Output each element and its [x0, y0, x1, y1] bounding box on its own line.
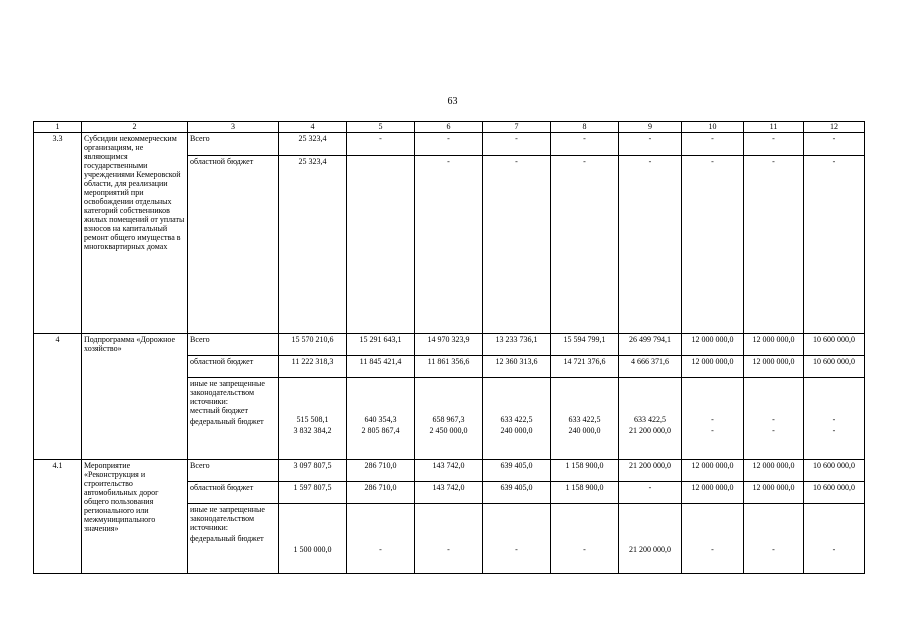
value-cell: 4 666 371,6 [619, 356, 682, 378]
header-row [34, 122, 865, 133]
value-cell: 143 742,0 [415, 482, 483, 504]
source-label: федеральный бюджет [190, 534, 264, 543]
column-header: 12 [804, 122, 865, 133]
column-header: 11 [744, 122, 804, 133]
value-cell: 25 323,4 [279, 133, 347, 156]
federal-value: - [515, 545, 518, 554]
value-cell [619, 378, 682, 460]
source-label: местный бюджет [190, 406, 248, 415]
value-cell: 15 570 210,6 [279, 334, 347, 356]
column-header: 4 [279, 122, 347, 133]
federal-value: - [711, 545, 714, 554]
column-header: 6 [415, 122, 483, 133]
value-cell: 10 600 000,0 [804, 482, 865, 504]
value-cell [279, 504, 347, 574]
page-number: 63 [447, 96, 458, 107]
source-label: Всего [188, 133, 279, 156]
federal-value: 21 200 000,0 [629, 545, 671, 554]
value-cell: 12 000 000,0 [682, 334, 744, 356]
local-value: - [711, 415, 714, 424]
federal-value: - [832, 426, 836, 435]
column-header: 2 [82, 122, 188, 133]
value-cell [551, 504, 619, 574]
value-cell: 10 600 000,0 [804, 334, 865, 356]
value-cell [744, 378, 804, 460]
federal-value: - [379, 545, 382, 554]
value-cell: - [347, 133, 415, 156]
value-cell [347, 156, 415, 334]
value-cell: - [415, 133, 483, 156]
value-cell: 15 594 799,1 [551, 334, 619, 356]
federal-value: - [711, 426, 714, 435]
value-cell [682, 378, 744, 460]
federal-value: - [447, 545, 450, 554]
local-value: 633 422,5 [634, 415, 666, 424]
federal-value: 1 500 000,0 [293, 545, 332, 554]
value-cell [415, 504, 483, 574]
value-cell [347, 378, 415, 460]
column-header: 5 [347, 122, 415, 133]
value-cell: 14 721 376,6 [551, 356, 619, 378]
value-cell [619, 504, 682, 574]
value-cell: 286 710,0 [347, 460, 415, 482]
federal-value: 2 805 867,4 [361, 426, 400, 435]
value-cell: - [551, 133, 619, 156]
value-cell: 143 742,0 [415, 460, 483, 482]
value-cell: 12 000 000,0 [744, 356, 804, 378]
local-value: 515 508,1 [296, 415, 329, 424]
local-value: 633 422,5 [500, 415, 533, 424]
other-sources-label: иные не запрещенные законодательством источники: [190, 379, 265, 406]
row-number: 4.1 [34, 460, 82, 574]
column-header: 10 [682, 122, 744, 133]
other-sources-label: иные не запрещенные законодательством источники: [190, 505, 265, 532]
value-cell: - [804, 156, 865, 334]
value-cell: 1 158 900,0 [551, 460, 619, 482]
federal-value: 240 000,0 [500, 426, 533, 435]
table-row [34, 334, 865, 356]
value-cell: 1 158 900,0 [551, 482, 619, 504]
value-cell: 26 499 794,1 [619, 334, 682, 356]
federal-value: - [583, 545, 586, 554]
value-cell: 11 861 356,6 [415, 356, 483, 378]
federal-value: - [832, 545, 836, 554]
value-cell: 21 200 000,0 [619, 460, 682, 482]
federal-value: 21 200 000,0 [629, 426, 671, 435]
local-value: 633 422,5 [568, 415, 601, 424]
value-cell: 1 597 807,5 [279, 482, 347, 504]
value-cell [483, 378, 551, 460]
column-header: 7 [483, 122, 551, 133]
value-cell: - [744, 133, 804, 156]
value-cell: 25 323,4 [279, 156, 347, 334]
row-number: 4 [34, 334, 82, 460]
value-cell: - [619, 482, 682, 504]
value-cell: 15 291 643,1 [347, 334, 415, 356]
source-label: областной бюджет [188, 356, 279, 378]
local-value: - [832, 415, 836, 424]
federal-value: 240 000,0 [568, 426, 601, 435]
value-cell: 13 233 736,1 [483, 334, 551, 356]
value-cell: 12 000 000,0 [744, 334, 804, 356]
value-cell: - [619, 133, 682, 156]
value-cell: 12 000 000,0 [682, 482, 744, 504]
table-row [34, 133, 865, 156]
value-cell: 12 000 000,0 [682, 460, 744, 482]
value-cell [682, 504, 744, 574]
row-name: Мероприятие «Реконструкция и строительство автомобильных дорог общего пользования регионального или межмуниципального значения» [82, 460, 188, 574]
source-block [188, 378, 279, 460]
column-header: 9 [619, 122, 682, 133]
value-cell: - [415, 156, 483, 334]
local-value: 640 354,3 [364, 415, 397, 424]
value-cell [804, 504, 865, 574]
value-cell: - [744, 156, 804, 334]
column-header: 3 [188, 122, 279, 133]
value-cell: 10 600 000,0 [804, 356, 865, 378]
source-label: областной бюджет [188, 482, 279, 504]
local-value: 658 967,3 [432, 415, 465, 424]
value-cell: 12 000 000,0 [744, 460, 804, 482]
value-cell [415, 378, 483, 460]
value-cell [279, 378, 347, 460]
value-cell [551, 378, 619, 460]
source-label: федеральный бюджет [190, 417, 264, 426]
value-cell [483, 504, 551, 574]
value-cell: 639 405,0 [483, 482, 551, 504]
value-cell [804, 378, 865, 460]
value-cell: 11 222 318,3 [279, 356, 347, 378]
source-label: областной бюджет [188, 156, 279, 334]
column-header: 8 [551, 122, 619, 133]
source-block [188, 504, 279, 574]
value-cell: 10 600 000,0 [804, 460, 865, 482]
value-cell: - [619, 156, 682, 334]
value-cell: 14 970 323,9 [415, 334, 483, 356]
value-cell: - [804, 133, 865, 156]
value-cell: 12 000 000,0 [682, 356, 744, 378]
value-cell: 286 710,0 [347, 482, 415, 504]
value-cell: 12 360 313,6 [483, 356, 551, 378]
source-label: Всего [188, 460, 279, 482]
source-label: Всего [188, 334, 279, 356]
federal-value: 3 832 384,2 [293, 426, 332, 435]
federal-value: - [772, 545, 775, 554]
value-cell: - [483, 156, 551, 334]
column-header: 1 [34, 122, 82, 133]
value-cell: 11 845 421,4 [347, 356, 415, 378]
value-cell: 3 097 807,5 [279, 460, 347, 482]
row-name: Субсидии некоммерческим организациям, не являющимся государственными учреждениями Кемеровской области, для реализации мероприятий при освобождении отдельных категорий собственников жилых помещений от уплаты взносов на капитальный ремонт общего имущества в многоквартирных домах [82, 133, 188, 334]
table-row [34, 460, 865, 482]
value-cell: 639 405,0 [483, 460, 551, 482]
value-cell: - [483, 133, 551, 156]
value-cell [744, 504, 804, 574]
value-cell [347, 504, 415, 574]
local-value: - [772, 415, 775, 424]
value-cell: 12 000 000,0 [744, 482, 804, 504]
row-number: 3.3 [34, 133, 82, 334]
federal-value: 2 450 000,0 [429, 426, 468, 435]
value-cell: - [682, 133, 744, 156]
value-cell: - [682, 156, 744, 334]
budget-table [33, 121, 865, 574]
value-cell: - [551, 156, 619, 334]
row-name: Подпрограмма «Дорожное хозяйство» [82, 334, 188, 460]
federal-value: - [772, 426, 775, 435]
